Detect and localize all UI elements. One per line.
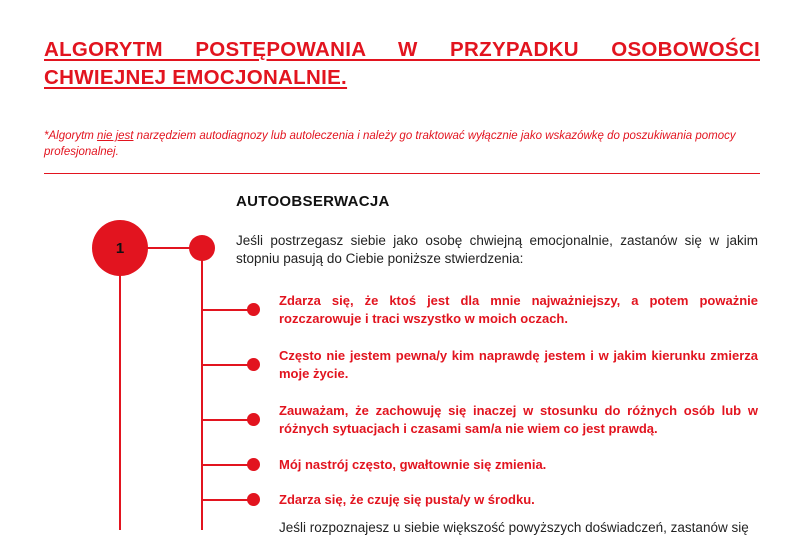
statement-item: Mój nastrój często, gwałtownie się zmienia. <box>279 457 547 472</box>
section-title: AUTOOBSERWACJA <box>236 193 390 210</box>
branch-line <box>201 258 203 530</box>
statement-item: Zdarza się, że ktoś jest dla mnie najważniejszy, a potem poważnie rozczarowuje i traci wszystko w moich oczach. <box>279 293 758 326</box>
statement-connector <box>202 464 252 466</box>
step-node <box>189 235 215 261</box>
header-divider <box>44 173 760 174</box>
cut-off-text <box>279 520 758 535</box>
step-number-badge: 1 <box>92 220 148 276</box>
disclaimer-emphasis: nie jest <box>97 130 134 142</box>
page-title: ALGORYTM POSTĘPOWANIA W PRZYPADKU OSOBOWOŚCI CHWIEJNEJ EMOCJONALNIE. <box>44 38 760 89</box>
disclaimer-prefix: *Algorytm <box>44 130 98 142</box>
intro-text: Jeśli postrzegasz siebie jako osobę chwiejną emocjonalnie, zastanów się w jakim stopniu pasują do Ciebie poniższe stwierdzenia: <box>236 233 758 266</box>
statement-connector <box>202 419 252 421</box>
statement-item: Często nie jestem pewna/y kim naprawdę jestem i w jakim kierunku zmierza moje życie. <box>279 348 758 381</box>
disclaimer-suffix: narzędziem autodiagnozy lub autoleczenia i należy go traktować wyłącznie jako wskazówkę do poszukiwania pomocy profesjonalnej. <box>44 130 736 158</box>
cut-off-text-line: Jeśli rozpoznajesz u siebie większość powyższych doświadczeń, zastanów się <box>279 520 749 535</box>
statement-connector <box>202 364 252 366</box>
disclaimer-note <box>44 128 760 160</box>
statement-connector <box>202 499 252 501</box>
statement-bullet <box>247 358 260 371</box>
statement-bullet <box>247 458 260 471</box>
statement-connector <box>202 309 252 311</box>
statement-bullet <box>247 303 260 316</box>
step-connector <box>146 247 192 249</box>
main-flow-line <box>119 270 121 530</box>
statement-item: Zdarza się, że czuję się pusta/y w środku. <box>279 492 535 507</box>
statement-item: Zauważam, że zachowuję się inaczej w stosunku do różnych osób lub w różnych sytuacjach i czasami sam/a nie wiem co jest prawdą. <box>279 403 758 436</box>
statement-bullet <box>247 493 260 506</box>
statement-bullet <box>247 413 260 426</box>
